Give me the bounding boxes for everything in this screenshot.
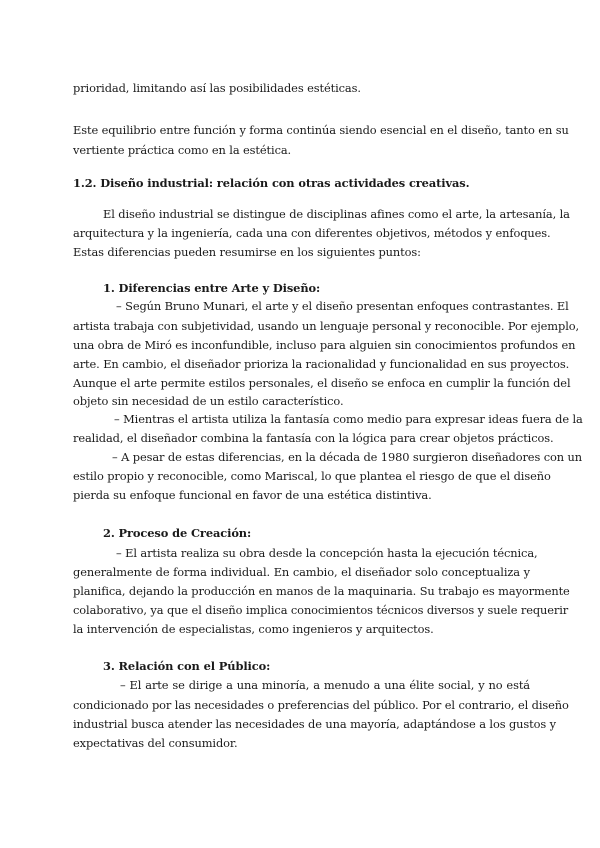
paragraph-line: vertiente práctica como en la estética.: [73, 143, 292, 157]
point-line: – El arte se dirige a una minoría, a menudo a una élite social, y no está: [120, 678, 530, 692]
point-line: – A pesar de estas diferencias, en la década de 1980 surgieron diseñadores con un: [112, 450, 582, 464]
point-line: expectativas del consumidor.: [73, 736, 238, 750]
paragraph-line: Estas diferencias pueden resumirse en los siguientes puntos:: [73, 245, 421, 259]
point-line: arte. En cambio, el diseñador prioriza la racionalidad y funcionalidad en sus proyectos.: [73, 357, 570, 371]
point-line: objeto sin necesidad de un estilo característico.: [73, 394, 344, 408]
paragraph-line: prioridad, limitando así las posibilidades estéticas.: [73, 81, 361, 95]
point-line: pierda su enfoque funcional en favor de una estética distintiva.: [73, 488, 432, 502]
point-line: generalmente de forma individual. En cambio, el diseñador solo conceptualiza y: [73, 565, 530, 579]
point-line: colaborativo, ya que el diseño implica conocimientos técnicos diversos y suele requerir: [73, 603, 569, 617]
point-line: industrial busca atender las necesidades de una mayoría, adaptándose a los gustos y: [73, 717, 557, 731]
paragraph-line: Este equilibrio entre función y forma continúa siendo esencial en el diseño, tanto en su: [73, 123, 569, 137]
point-line: artista trabaja con subjetividad, usando un lenguaje personal y reconocible. Por ejemplo,: [73, 319, 580, 333]
point-line: realidad, el diseñador combina la fantasía con la lógica para crear objetos prácticos.: [73, 431, 554, 445]
point-heading: 1. Diferencias entre Arte y Diseño:: [103, 281, 321, 295]
point-line: estilo propio y reconocible, como Mariscal, lo que plantea el riesgo de que el diseño: [73, 469, 551, 483]
point-line: condicionado por las necesidades o preferencias del público. Por el contrario, el diseño: [73, 698, 569, 712]
point-line: planifica, dejando la producción en manos de la maquinaria. Su trabajo es mayormente: [73, 584, 570, 598]
paragraph-line: El diseño industrial se distingue de disciplinas afines como el arte, la artesanía, la: [103, 207, 570, 221]
point-line: una obra de Miró es inconfundible, incluso para alguien sin conocimientos profundos en: [73, 338, 576, 352]
point-line: – Mientras el artista utiliza la fantasía como medio para expresar ideas fuera de la: [114, 412, 583, 426]
point-line: – El artista realiza su obra desde la concepción hasta la ejecución técnica,: [116, 546, 538, 560]
point-line: – Según Bruno Munari, el arte y el diseño presentan enfoques contrastantes. El: [116, 299, 569, 313]
point-heading: 2. Proceso de Creación:: [103, 526, 252, 540]
paragraph-line: arquitectura y la ingeniería, cada una con diferentes objetivos, métodos y enfoques.: [73, 226, 551, 240]
point-heading: 3. Relación con el Público:: [103, 659, 271, 673]
point-line: la intervención de especialistas, como ingenieros y arquitectos.: [73, 622, 434, 636]
section-heading: 1.2. Diseño industrial: relación con otras actividades creativas.: [73, 176, 470, 190]
point-line: Aunque el arte permite estilos personales, el diseño se enfoca en cumplir la función del: [73, 376, 571, 390]
